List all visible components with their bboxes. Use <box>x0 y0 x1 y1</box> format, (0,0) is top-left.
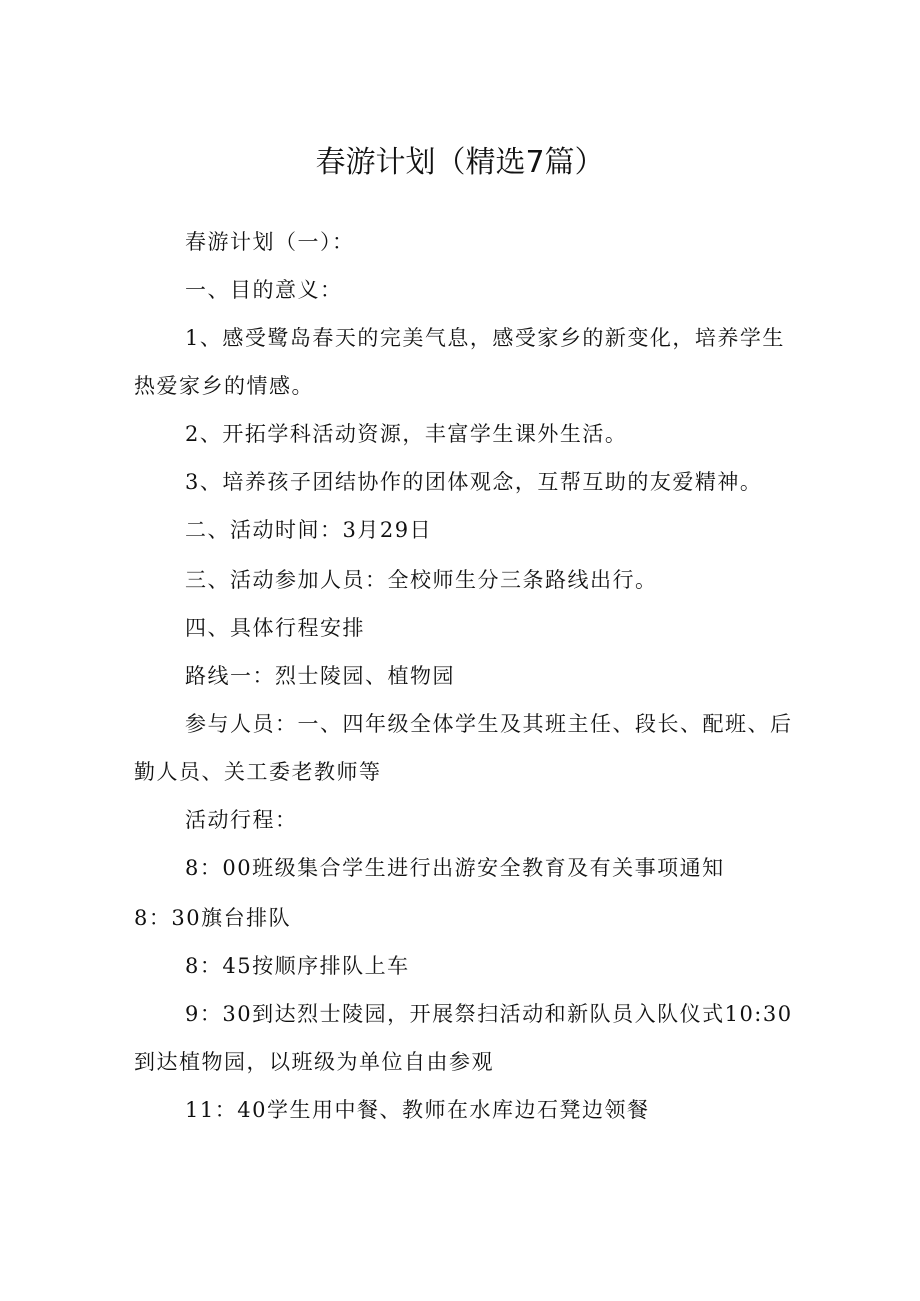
section-activity-time: 二、活动时间：3月29日 <box>185 518 433 542</box>
section-participants: 三、活动参加人员：全校师生分三条路线出行。 <box>185 568 658 592</box>
schedule-item-1140: 11：40学生用中餐、教师在水库边石凳边领餐 <box>185 1098 650 1122</box>
schedule-item-0930: 9：30到达烈士陵园，开展祭扫活动和新队员入队仪式10:30到达植物园，以班级为单位自由参观 <box>134 1002 793 1074</box>
purpose-item-3: 3、培养孩子团结协作的团体观念，互帮互助的友爱精神。 <box>185 470 763 494</box>
schedule-item-0830: 8：30旗台排队 <box>134 906 292 930</box>
document-title: 春游计划（精选7篇） <box>315 145 605 180</box>
schedule-item-0800: 8：00班级集合学生进行出游安全教育及有关事项通知 <box>185 856 725 880</box>
route-one: 路线一：烈士陵园、植物园 <box>185 664 455 688</box>
section-itinerary: 四、具体行程安排 <box>185 616 365 640</box>
section-heading-purpose: 一、目的意义： <box>185 278 343 302</box>
schedule-item-0845: 8：45按顺序排队上车 <box>185 954 410 978</box>
route-one-participants: 参与人员：一、四年级全体学生及其班主任、段长、配班、后勤人员、关工委老教师等 <box>134 712 793 784</box>
activity-schedule-heading: 活动行程： <box>185 808 298 832</box>
purpose-item-1: 1、感受鹭岛春天的完美气息，感受家乡的新变化，培养学生热爱家乡的情感。 <box>134 326 785 398</box>
section-heading-plan-one: 春游计划（一）： <box>185 230 355 254</box>
purpose-item-2: 2、开拓学科活动资源，丰富学生课外生活。 <box>185 422 628 446</box>
